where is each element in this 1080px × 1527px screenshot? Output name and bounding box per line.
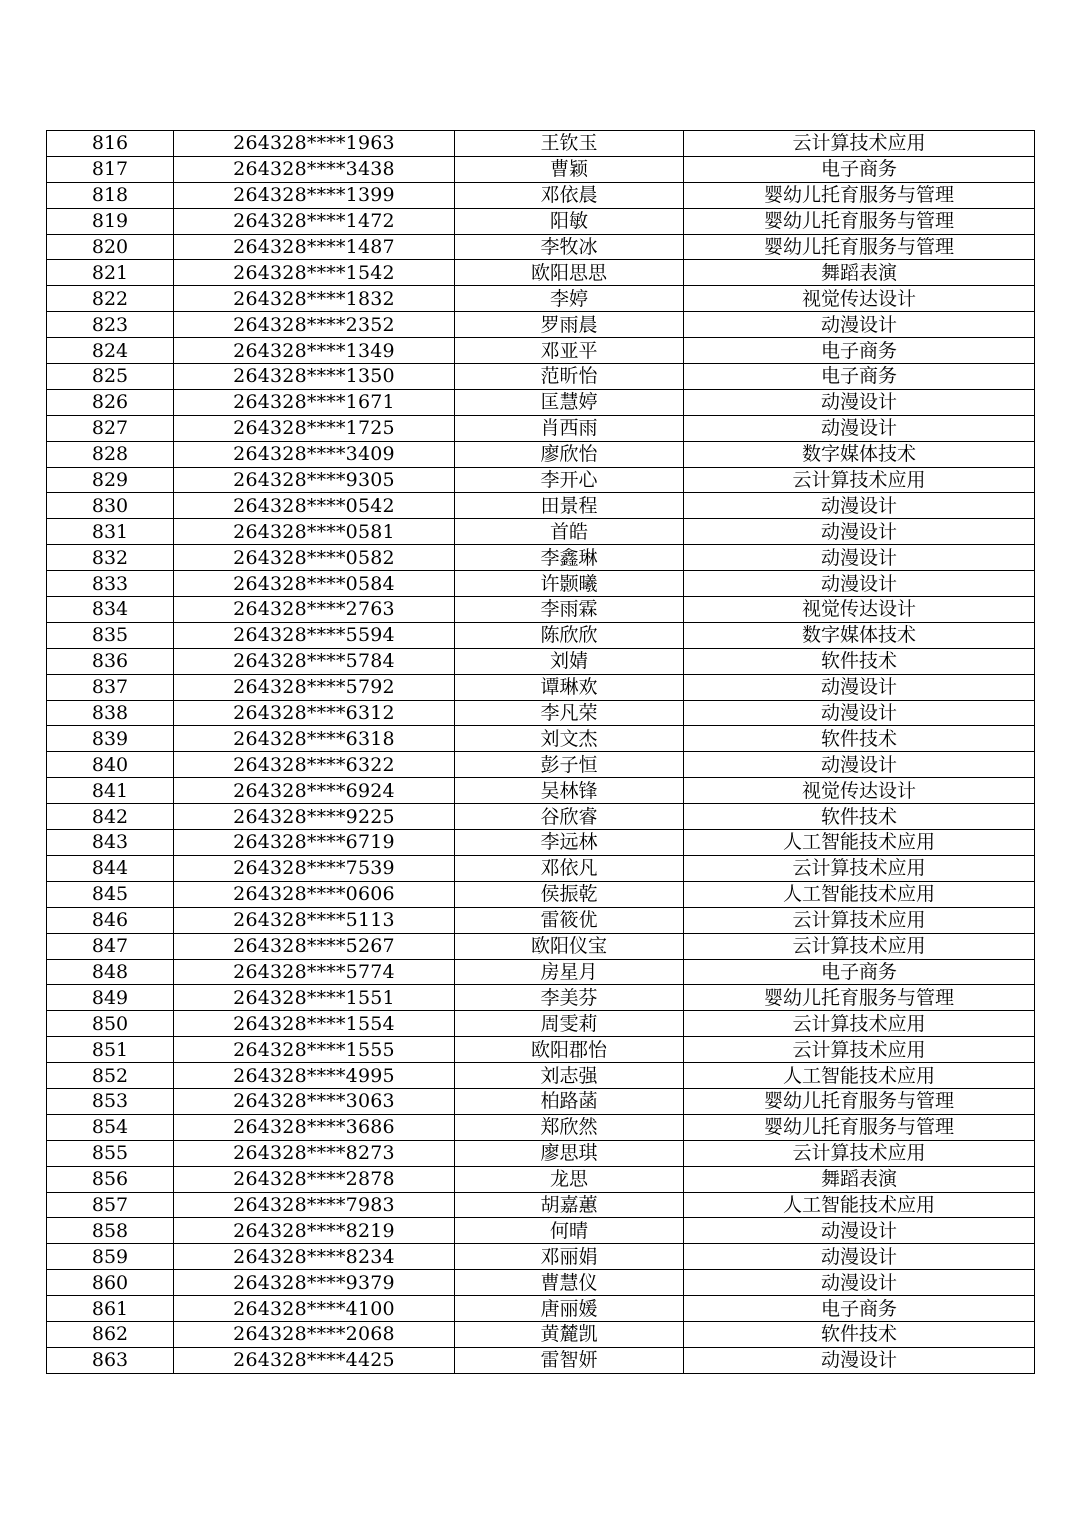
student-name-cell: 谷欣睿 xyxy=(455,804,684,830)
student-name-cell: 胡嘉蕙 xyxy=(455,1192,684,1218)
major-cell: 软件技术 xyxy=(684,726,1035,752)
student-name-cell: 唐丽媛 xyxy=(455,1296,684,1322)
row-number-cell: 857 xyxy=(47,1192,174,1218)
row-number-cell: 841 xyxy=(47,778,174,804)
table-row xyxy=(47,1114,1035,1140)
row-number-cell: 824 xyxy=(47,338,174,364)
student-name-cell: 郑欣然 xyxy=(455,1114,684,1140)
row-number-cell: 839 xyxy=(47,726,174,752)
row-number-cell: 818 xyxy=(47,182,174,208)
student-name-cell: 谭琳欢 xyxy=(455,674,684,700)
student-name-cell: 邓丽娟 xyxy=(455,1244,684,1270)
table-row xyxy=(47,519,1035,545)
row-number-cell: 822 xyxy=(47,286,174,312)
table-row xyxy=(47,1244,1035,1270)
major-cell: 云计算技术应用 xyxy=(684,131,1035,157)
table-row xyxy=(47,830,1035,856)
table-row xyxy=(47,182,1035,208)
id-number-cell: 264328****1555 xyxy=(174,1037,455,1063)
student-name-cell: 邓依凡 xyxy=(455,855,684,881)
id-number-cell: 264328****8273 xyxy=(174,1140,455,1166)
table-row xyxy=(47,1011,1035,1037)
table-row xyxy=(47,933,1035,959)
student-list-table xyxy=(46,130,1035,1374)
row-number-cell: 817 xyxy=(47,156,174,182)
id-number-cell: 264328****0581 xyxy=(174,519,455,545)
table-row xyxy=(47,1037,1035,1063)
major-cell: 动漫设计 xyxy=(684,519,1035,545)
major-cell: 软件技术 xyxy=(684,648,1035,674)
student-name-cell: 吴林锋 xyxy=(455,778,684,804)
student-name-cell: 龙思 xyxy=(455,1166,684,1192)
major-cell: 电子商务 xyxy=(684,364,1035,390)
id-number-cell: 264328****1963 xyxy=(174,131,455,157)
student-name-cell: 阳敏 xyxy=(455,208,684,234)
major-cell: 数字媒体技术 xyxy=(684,441,1035,467)
table-row xyxy=(47,208,1035,234)
major-cell: 婴幼儿托育服务与管理 xyxy=(684,1088,1035,1114)
student-name-cell: 首皓 xyxy=(455,519,684,545)
major-cell: 动漫设计 xyxy=(684,571,1035,597)
row-number-cell: 861 xyxy=(47,1296,174,1322)
id-number-cell: 264328****6312 xyxy=(174,700,455,726)
row-number-cell: 848 xyxy=(47,959,174,985)
major-cell: 云计算技术应用 xyxy=(684,855,1035,881)
row-number-cell: 831 xyxy=(47,519,174,545)
table-row xyxy=(47,907,1035,933)
row-number-cell: 863 xyxy=(47,1347,174,1373)
id-number-cell: 264328****1671 xyxy=(174,389,455,415)
id-number-cell: 264328****3438 xyxy=(174,156,455,182)
id-number-cell: 264328****4995 xyxy=(174,1063,455,1089)
major-cell: 动漫设计 xyxy=(684,1218,1035,1244)
major-cell: 云计算技术应用 xyxy=(684,1140,1035,1166)
major-cell: 电子商务 xyxy=(684,959,1035,985)
row-number-cell: 823 xyxy=(47,312,174,338)
id-number-cell: 264328****3686 xyxy=(174,1114,455,1140)
table-row xyxy=(47,752,1035,778)
row-number-cell: 827 xyxy=(47,415,174,441)
major-cell: 动漫设计 xyxy=(684,674,1035,700)
table-body xyxy=(47,131,1035,1374)
student-name-cell: 刘文杰 xyxy=(455,726,684,752)
table-row xyxy=(47,804,1035,830)
table-row xyxy=(47,881,1035,907)
row-number-cell: 849 xyxy=(47,985,174,1011)
major-cell: 视觉传达设计 xyxy=(684,597,1035,623)
table-row xyxy=(47,286,1035,312)
major-cell: 电子商务 xyxy=(684,156,1035,182)
student-name-cell: 何晴 xyxy=(455,1218,684,1244)
student-name-cell: 周雯莉 xyxy=(455,1011,684,1037)
table-row xyxy=(47,571,1035,597)
id-number-cell: 264328****6719 xyxy=(174,830,455,856)
id-number-cell: 264328****5267 xyxy=(174,933,455,959)
student-name-cell: 邓亚平 xyxy=(455,338,684,364)
major-cell: 动漫设计 xyxy=(684,700,1035,726)
id-number-cell: 264328****7983 xyxy=(174,1192,455,1218)
student-name-cell: 廖欣怡 xyxy=(455,441,684,467)
table-row xyxy=(47,1218,1035,1244)
major-cell: 动漫设计 xyxy=(684,545,1035,571)
student-name-cell: 雷筱优 xyxy=(455,907,684,933)
major-cell: 软件技术 xyxy=(684,1321,1035,1347)
id-number-cell: 264328****1350 xyxy=(174,364,455,390)
student-name-cell: 黄麓凯 xyxy=(455,1321,684,1347)
table-row xyxy=(47,338,1035,364)
row-number-cell: 862 xyxy=(47,1321,174,1347)
row-number-cell: 820 xyxy=(47,234,174,260)
major-cell: 云计算技术应用 xyxy=(684,1037,1035,1063)
student-name-cell: 许颢曦 xyxy=(455,571,684,597)
major-cell: 视觉传达设计 xyxy=(684,778,1035,804)
major-cell: 人工智能技术应用 xyxy=(684,1063,1035,1089)
major-cell: 婴幼儿托育服务与管理 xyxy=(684,182,1035,208)
id-number-cell: 264328****1832 xyxy=(174,286,455,312)
major-cell: 视觉传达设计 xyxy=(684,286,1035,312)
table-row xyxy=(47,648,1035,674)
major-cell: 婴幼儿托育服务与管理 xyxy=(684,985,1035,1011)
student-name-cell: 雷智妍 xyxy=(455,1347,684,1373)
major-cell: 云计算技术应用 xyxy=(684,467,1035,493)
id-number-cell: 264328****6322 xyxy=(174,752,455,778)
id-number-cell: 264328****5113 xyxy=(174,907,455,933)
table-row xyxy=(47,597,1035,623)
id-number-cell: 264328****1554 xyxy=(174,1011,455,1037)
major-cell: 云计算技术应用 xyxy=(684,1011,1035,1037)
student-name-cell: 罗雨晨 xyxy=(455,312,684,338)
table-row xyxy=(47,1192,1035,1218)
table-row xyxy=(47,260,1035,286)
student-name-cell: 柏路菡 xyxy=(455,1088,684,1114)
row-number-cell: 840 xyxy=(47,752,174,778)
row-number-cell: 833 xyxy=(47,571,174,597)
table-row xyxy=(47,1140,1035,1166)
row-number-cell: 850 xyxy=(47,1011,174,1037)
row-number-cell: 835 xyxy=(47,622,174,648)
table-row xyxy=(47,467,1035,493)
row-number-cell: 829 xyxy=(47,467,174,493)
table-row xyxy=(47,156,1035,182)
table-row xyxy=(47,726,1035,752)
student-name-cell: 范昕怡 xyxy=(455,364,684,390)
major-cell: 动漫设计 xyxy=(684,1347,1035,1373)
student-name-cell: 李凡荣 xyxy=(455,700,684,726)
row-number-cell: 828 xyxy=(47,441,174,467)
id-number-cell: 264328****5784 xyxy=(174,648,455,674)
table-row xyxy=(47,674,1035,700)
row-number-cell: 851 xyxy=(47,1037,174,1063)
student-name-cell: 田景程 xyxy=(455,493,684,519)
row-number-cell: 842 xyxy=(47,804,174,830)
major-cell: 婴幼儿托育服务与管理 xyxy=(684,208,1035,234)
student-name-cell: 李雨霖 xyxy=(455,597,684,623)
student-name-cell: 曹颖 xyxy=(455,156,684,182)
student-name-cell: 彭子恒 xyxy=(455,752,684,778)
major-cell: 动漫设计 xyxy=(684,1244,1035,1270)
table-row xyxy=(47,959,1035,985)
row-number-cell: 819 xyxy=(47,208,174,234)
row-number-cell: 854 xyxy=(47,1114,174,1140)
id-number-cell: 264328****1725 xyxy=(174,415,455,441)
major-cell: 数字媒体技术 xyxy=(684,622,1035,648)
row-number-cell: 858 xyxy=(47,1218,174,1244)
major-cell: 动漫设计 xyxy=(684,312,1035,338)
row-number-cell: 847 xyxy=(47,933,174,959)
id-number-cell: 264328****4100 xyxy=(174,1296,455,1322)
table-row xyxy=(47,985,1035,1011)
table-row xyxy=(47,778,1035,804)
row-number-cell: 816 xyxy=(47,131,174,157)
id-number-cell: 264328****0584 xyxy=(174,571,455,597)
table-row xyxy=(47,389,1035,415)
table-row xyxy=(47,700,1035,726)
id-number-cell: 264328****9225 xyxy=(174,804,455,830)
id-number-cell: 264328****1399 xyxy=(174,182,455,208)
student-name-cell: 李远林 xyxy=(455,830,684,856)
student-name-cell: 李美芬 xyxy=(455,985,684,1011)
id-number-cell: 264328****1349 xyxy=(174,338,455,364)
row-number-cell: 859 xyxy=(47,1244,174,1270)
student-name-cell: 房星月 xyxy=(455,959,684,985)
id-number-cell: 264328****6924 xyxy=(174,778,455,804)
row-number-cell: 843 xyxy=(47,830,174,856)
row-number-cell: 845 xyxy=(47,881,174,907)
student-name-cell: 刘志强 xyxy=(455,1063,684,1089)
student-name-cell: 侯振乾 xyxy=(455,881,684,907)
major-cell: 电子商务 xyxy=(684,1296,1035,1322)
table-row xyxy=(47,312,1035,338)
table-row xyxy=(47,493,1035,519)
student-name-cell: 欧阳仪宝 xyxy=(455,933,684,959)
major-cell: 婴幼儿托育服务与管理 xyxy=(684,1114,1035,1140)
table-row xyxy=(47,1321,1035,1347)
major-cell: 人工智能技术应用 xyxy=(684,830,1035,856)
table-row xyxy=(47,1088,1035,1114)
row-number-cell: 836 xyxy=(47,648,174,674)
major-cell: 电子商务 xyxy=(684,338,1035,364)
table-row xyxy=(47,441,1035,467)
row-number-cell: 821 xyxy=(47,260,174,286)
major-cell: 软件技术 xyxy=(684,804,1035,830)
student-name-cell: 欧阳郡怡 xyxy=(455,1037,684,1063)
major-cell: 婴幼儿托育服务与管理 xyxy=(684,234,1035,260)
id-number-cell: 264328****8219 xyxy=(174,1218,455,1244)
id-number-cell: 264328****2878 xyxy=(174,1166,455,1192)
id-number-cell: 264328****0582 xyxy=(174,545,455,571)
student-name-cell: 曹慧仪 xyxy=(455,1270,684,1296)
id-number-cell: 264328****1472 xyxy=(174,208,455,234)
id-number-cell: 264328****2352 xyxy=(174,312,455,338)
id-number-cell: 264328****3409 xyxy=(174,441,455,467)
student-name-cell: 匡慧婷 xyxy=(455,389,684,415)
row-number-cell: 853 xyxy=(47,1088,174,1114)
student-name-cell: 邓依晨 xyxy=(455,182,684,208)
table-row xyxy=(47,1296,1035,1322)
major-cell: 动漫设计 xyxy=(684,415,1035,441)
major-cell: 动漫设计 xyxy=(684,1270,1035,1296)
student-name-cell: 李开心 xyxy=(455,467,684,493)
id-number-cell: 264328****0606 xyxy=(174,881,455,907)
id-number-cell: 264328****5594 xyxy=(174,622,455,648)
row-number-cell: 852 xyxy=(47,1063,174,1089)
table-row xyxy=(47,622,1035,648)
id-number-cell: 264328****8234 xyxy=(174,1244,455,1270)
row-number-cell: 846 xyxy=(47,907,174,933)
id-number-cell: 264328****1542 xyxy=(174,260,455,286)
major-cell: 人工智能技术应用 xyxy=(684,881,1035,907)
table-row xyxy=(47,1270,1035,1296)
row-number-cell: 855 xyxy=(47,1140,174,1166)
id-number-cell: 264328****6318 xyxy=(174,726,455,752)
id-number-cell: 264328****9379 xyxy=(174,1270,455,1296)
major-cell: 动漫设计 xyxy=(684,752,1035,778)
student-name-cell: 李鑫琳 xyxy=(455,545,684,571)
major-cell: 云计算技术应用 xyxy=(684,933,1035,959)
student-name-cell: 李婷 xyxy=(455,286,684,312)
id-number-cell: 264328****1487 xyxy=(174,234,455,260)
student-name-cell: 王钦玉 xyxy=(455,131,684,157)
row-number-cell: 838 xyxy=(47,700,174,726)
major-cell: 舞蹈表演 xyxy=(684,260,1035,286)
row-number-cell: 825 xyxy=(47,364,174,390)
id-number-cell: 264328****5792 xyxy=(174,674,455,700)
id-number-cell: 264328****9305 xyxy=(174,467,455,493)
student-name-cell: 廖思琪 xyxy=(455,1140,684,1166)
row-number-cell: 826 xyxy=(47,389,174,415)
major-cell: 动漫设计 xyxy=(684,493,1035,519)
major-cell: 人工智能技术应用 xyxy=(684,1192,1035,1218)
id-number-cell: 264328****3063 xyxy=(174,1088,455,1114)
table-row xyxy=(47,1063,1035,1089)
id-number-cell: 264328****2068 xyxy=(174,1321,455,1347)
table-row xyxy=(47,1347,1035,1373)
student-name-cell: 欧阳思思 xyxy=(455,260,684,286)
id-number-cell: 264328****7539 xyxy=(174,855,455,881)
id-number-cell: 264328****1551 xyxy=(174,985,455,1011)
student-name-cell: 李牧冰 xyxy=(455,234,684,260)
student-name-cell: 陈欣欣 xyxy=(455,622,684,648)
row-number-cell: 832 xyxy=(47,545,174,571)
table-row xyxy=(47,855,1035,881)
student-name-cell: 肖西雨 xyxy=(455,415,684,441)
row-number-cell: 856 xyxy=(47,1166,174,1192)
row-number-cell: 837 xyxy=(47,674,174,700)
row-number-cell: 834 xyxy=(47,597,174,623)
row-number-cell: 860 xyxy=(47,1270,174,1296)
id-number-cell: 264328****0542 xyxy=(174,493,455,519)
table-row xyxy=(47,545,1035,571)
row-number-cell: 830 xyxy=(47,493,174,519)
id-number-cell: 264328****4425 xyxy=(174,1347,455,1373)
table-row xyxy=(47,131,1035,157)
student-name-cell: 刘婧 xyxy=(455,648,684,674)
table-row xyxy=(47,415,1035,441)
table-row xyxy=(47,234,1035,260)
table-row xyxy=(47,364,1035,390)
id-number-cell: 264328****5774 xyxy=(174,959,455,985)
table-row xyxy=(47,1166,1035,1192)
major-cell: 动漫设计 xyxy=(684,389,1035,415)
row-number-cell: 844 xyxy=(47,855,174,881)
major-cell: 云计算技术应用 xyxy=(684,907,1035,933)
id-number-cell: 264328****2763 xyxy=(174,597,455,623)
major-cell: 舞蹈表演 xyxy=(684,1166,1035,1192)
